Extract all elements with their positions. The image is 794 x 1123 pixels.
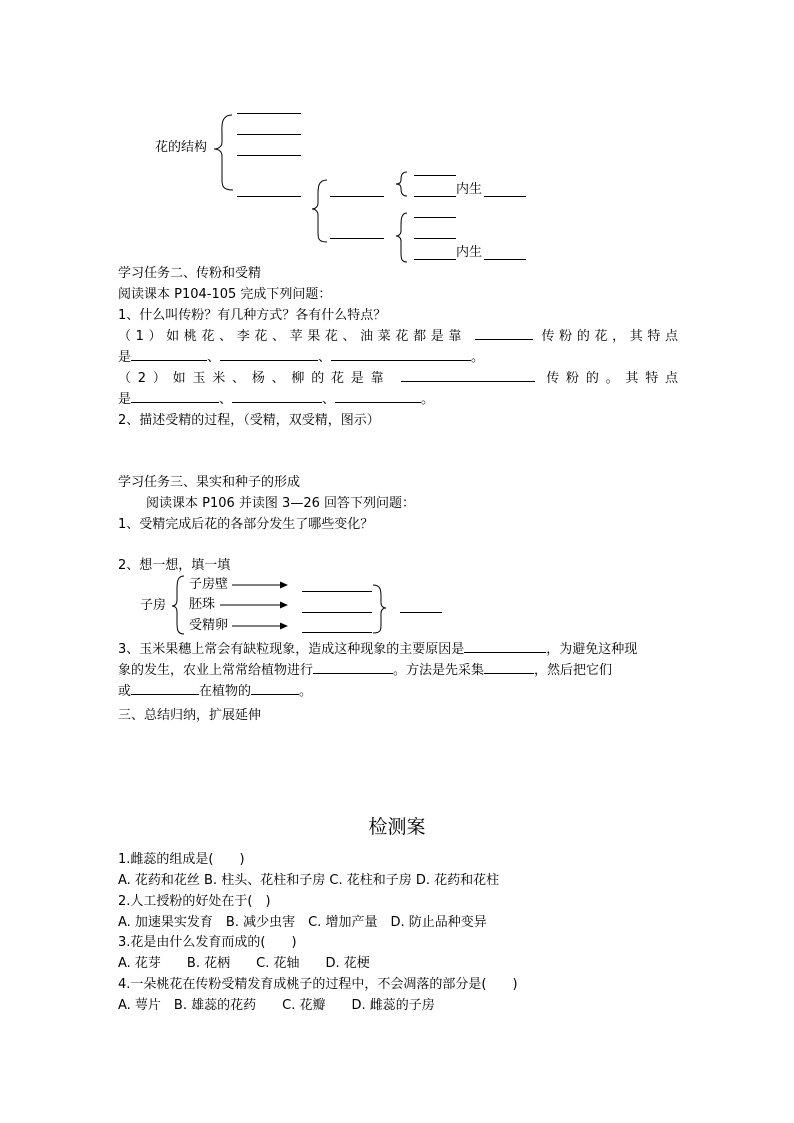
ovary-label: 子房 xyxy=(140,598,167,613)
separator: 、 xyxy=(322,392,336,407)
q3-text: 3、玉米果穗上常会有缺粒现象，造成这种现象的主要原因是 xyxy=(118,642,465,657)
fill-blank[interactable] xyxy=(484,660,534,674)
test-options-1: A. 花药和花丝 B. 柱头、花柱和子房 C. 花柱和子房 D. 花药和花柱 xyxy=(118,873,500,888)
flower-structure-label: 花的结构 xyxy=(155,140,208,155)
task3-q3-line2 xyxy=(118,660,678,681)
task3-q3-line1 xyxy=(118,639,678,660)
q1a-line2-start: 是 xyxy=(118,350,132,365)
section3-heading: 三、总结归纳，扩展延伸 xyxy=(118,708,262,723)
blank-line xyxy=(302,591,372,592)
test-question-3: 3.花是由什么发育而成的( ) xyxy=(118,935,297,950)
task2-question-1: 1、什么叫传粉？有几种方式？各有什么特点？ xyxy=(118,308,387,323)
test-options-3: A. 花芽 B. 花柄 C. 花轴 D. 花梗 xyxy=(118,956,370,971)
separator: 、 xyxy=(219,392,233,407)
task3-question-1: 1、受精完成后花的各部分发生了哪些变化？ xyxy=(118,517,374,532)
nei-sheng-label: 内生 xyxy=(456,245,483,260)
ovule-label: 胚珠 xyxy=(189,597,216,612)
task3-instruction: 阅读课本 P106 并读图 3—26 回答下列问题： xyxy=(146,496,415,511)
test-question-1: 1.雌蕊的组成是( ) xyxy=(118,852,245,867)
q3-text: 象的发生，农业上常常给植物进行 xyxy=(118,663,314,678)
task2-question-2: 2、描述受精的过程，（受精，双受精，图示） xyxy=(118,413,380,428)
q1b-line2-start: 是 xyxy=(118,392,132,407)
q1b-text-end: 传粉的。其特点 xyxy=(546,371,678,386)
q3-text: 。 xyxy=(299,684,313,699)
q3-text: 在植物的 xyxy=(199,684,252,699)
fill-blank[interactable] xyxy=(251,681,299,695)
q3-text: 。方法是先采集 xyxy=(393,663,485,678)
task2-instruction: 阅读课本 P104-105 完成下列问题： xyxy=(118,287,332,302)
q3-text: 或 xyxy=(118,684,132,699)
task3-heading: 学习任务三、果实和种子的形成 xyxy=(118,475,301,490)
q3-text: ，然后把它们 xyxy=(534,663,613,678)
task3-q3-line3 xyxy=(118,681,678,702)
fill-blank[interactable] xyxy=(313,660,393,674)
separator: 、 xyxy=(207,350,221,365)
q1a-text: （1）如桃花、李花、苹果花、油菜花都是靠 xyxy=(118,329,466,344)
fertilized-egg-label: 受精卵 xyxy=(189,618,229,633)
ovary-wall-label: 子房壁 xyxy=(189,577,229,592)
nei-sheng-label: 内生 xyxy=(456,182,483,197)
blank-line xyxy=(400,612,442,613)
test-question-2: 2.人工授粉的好处在于( ) xyxy=(118,894,271,909)
q3-text: ，为避免这种现 xyxy=(546,642,638,657)
fill-blank[interactable] xyxy=(464,639,546,653)
test-title: 检测案 xyxy=(368,816,426,838)
blank-line xyxy=(302,612,372,613)
q1b-text: （2）如玉米、杨、柳的花是靠 xyxy=(118,371,391,386)
test-options-4: A. 萼片 B. 雄蕊的花药 C. 花瓣 D. 雌蕊的子房 xyxy=(118,998,435,1013)
separator: 、 xyxy=(318,350,332,365)
test-options-2: A. 加速果实发育 B. 减少虫害 C. 增加产量 D. 防止品种变异 xyxy=(118,915,487,930)
test-question-4: 4.一朵桃花在传粉受精发育成桃子的过程中，不会凋落的部分是( ) xyxy=(118,977,518,992)
end-mark: 。 xyxy=(421,392,435,407)
task3-question-2: 2、想一想，填一填 xyxy=(118,558,231,573)
task2-heading: 学习任务二、传粉和受精 xyxy=(118,266,262,281)
fill-blank[interactable] xyxy=(131,681,199,695)
blank-line xyxy=(302,632,372,633)
q1a-text-end: 传粉的花，其特点 xyxy=(541,329,678,344)
end-mark: 。 xyxy=(471,350,485,365)
